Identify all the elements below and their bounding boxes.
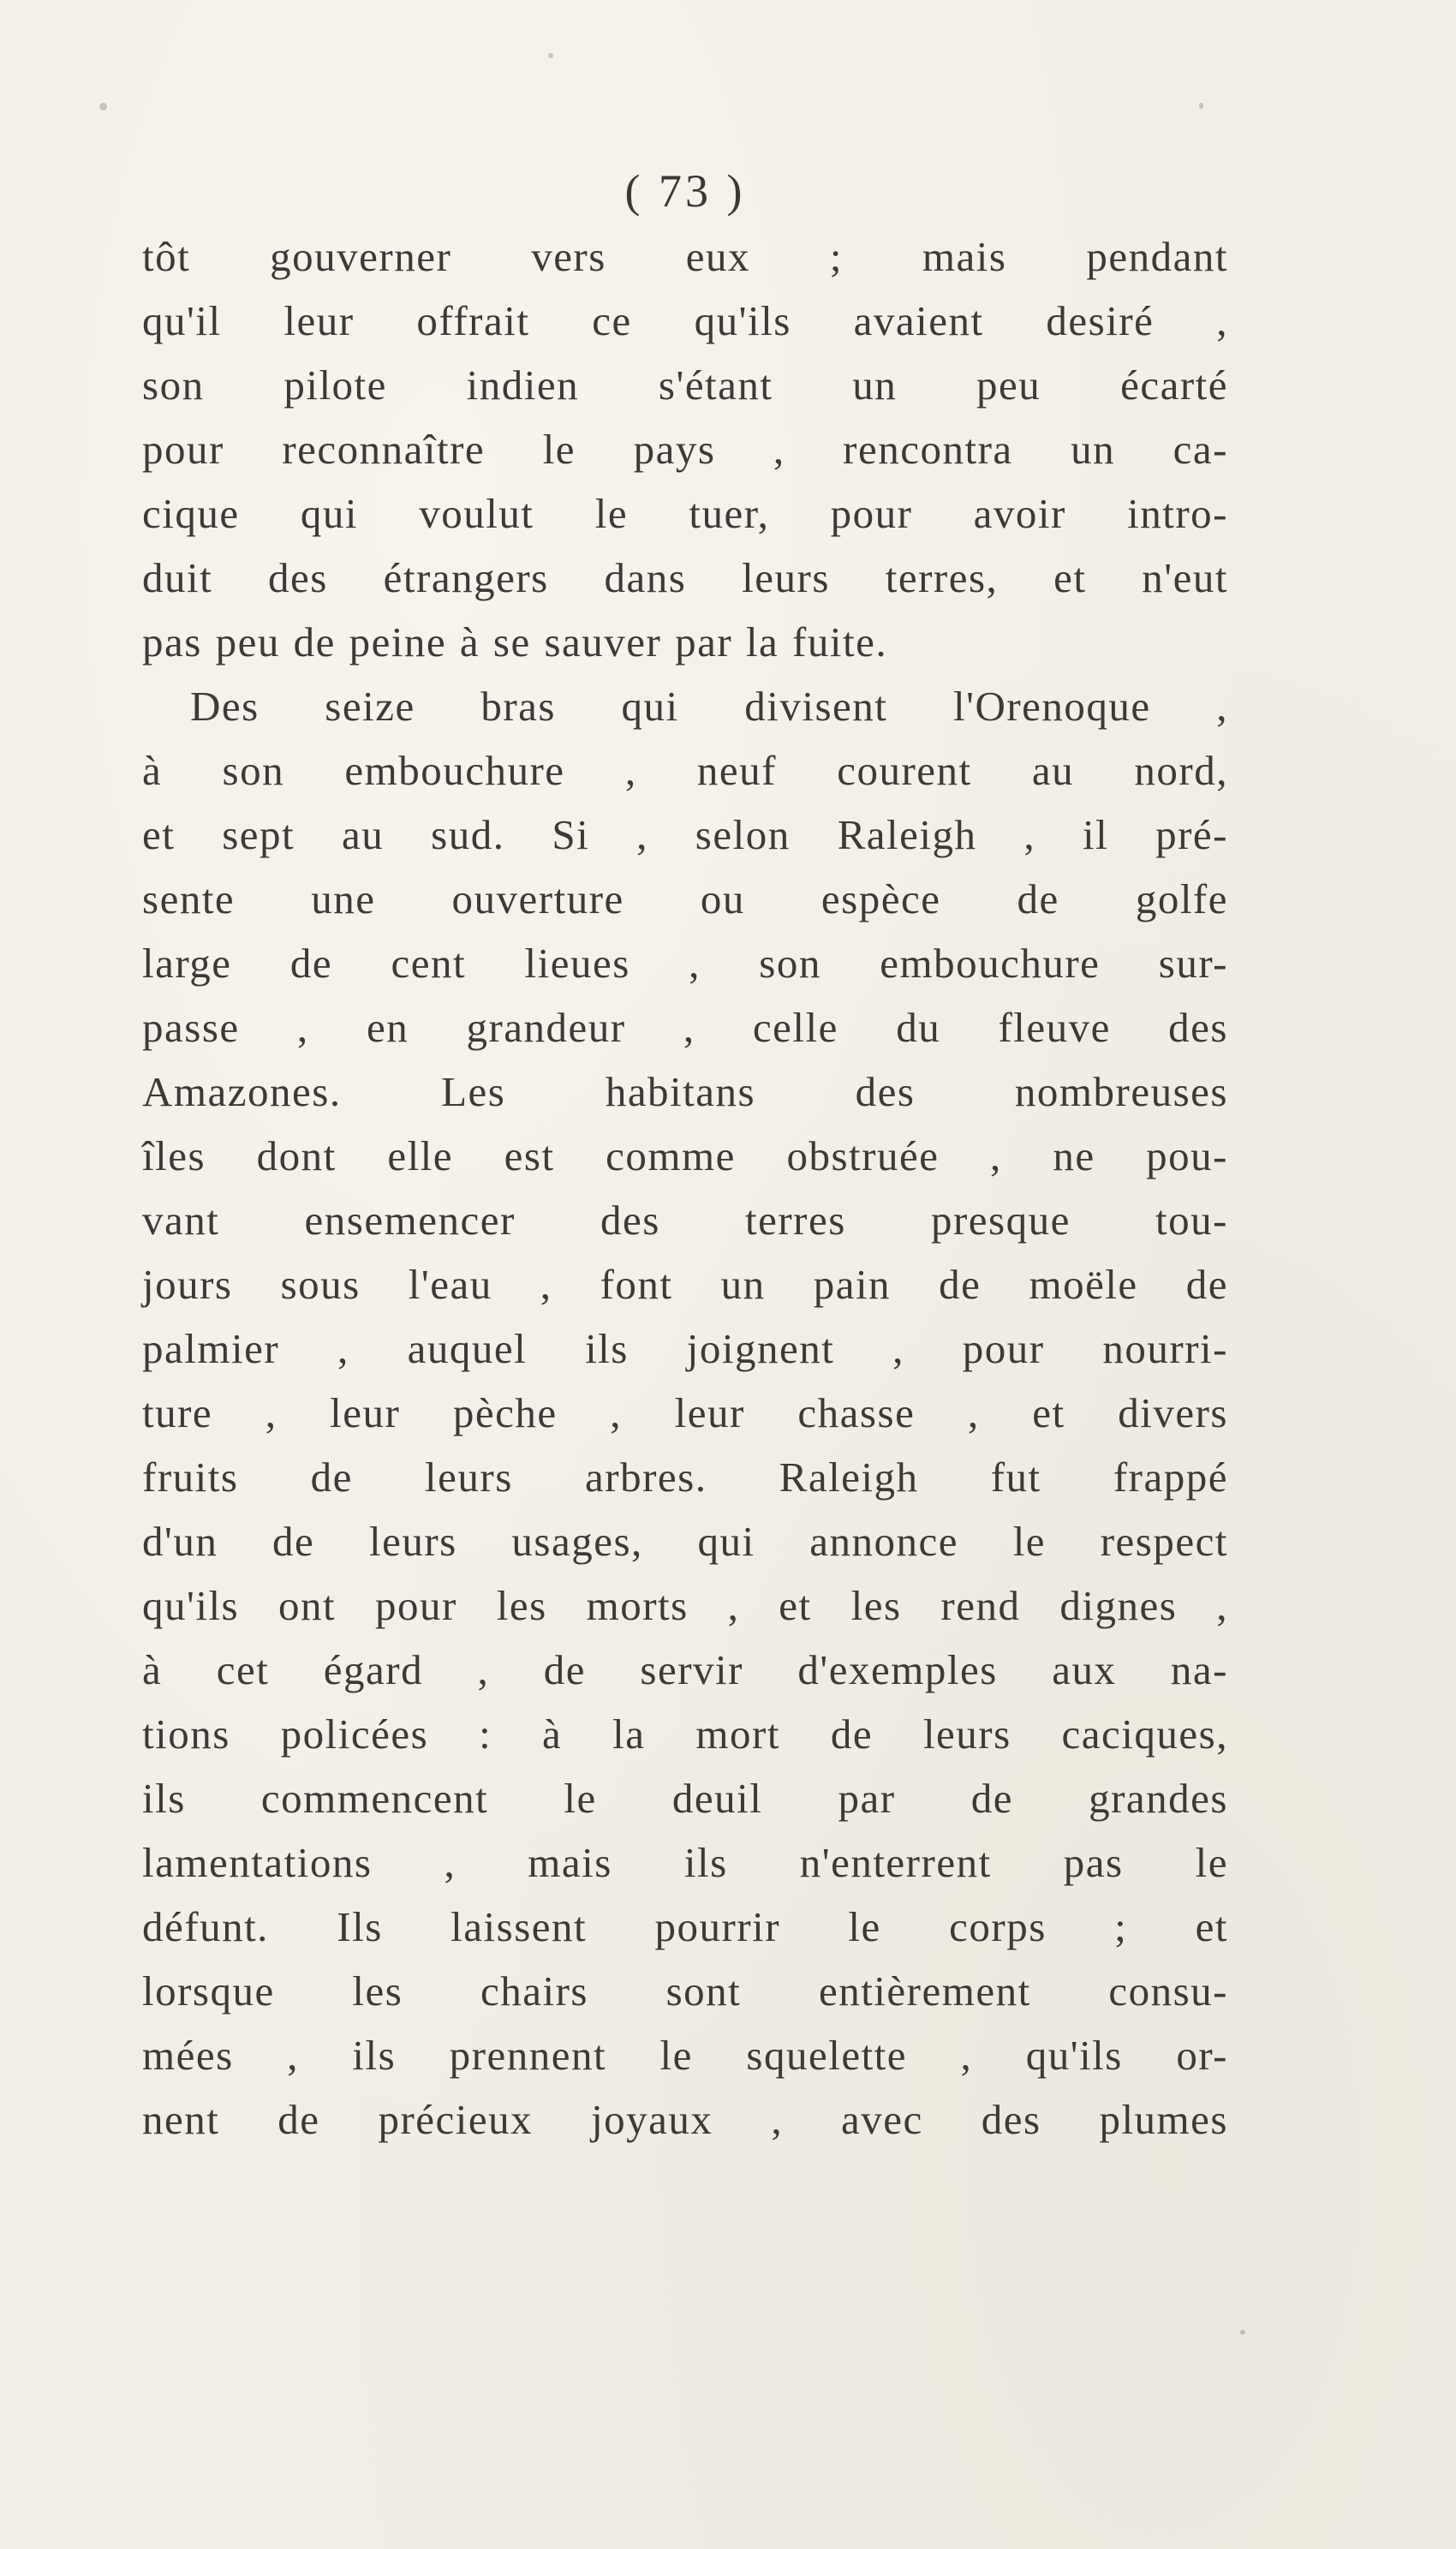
text-line: duit des étrangers dans leurs terres, et n'eut <box>142 554 1228 601</box>
text-line: îles dont elle est comme obstruée , ne pou- <box>142 1132 1228 1179</box>
text-line: ils commencent le deuil par de grandes <box>142 1775 1228 1822</box>
text-line: à cet égard , de servir d'exemples aux na- <box>142 1646 1228 1693</box>
text-line: cique qui voulut le tuer, pour avoir intro- <box>142 490 1228 537</box>
text-line: défunt. Ils laissent pourrir le corps ; et <box>142 1903 1228 1950</box>
text-line: tôt gouverner vers eux ; mais pendant <box>142 233 1228 280</box>
paper-speck <box>548 53 553 58</box>
text-line: qu'il leur offrait ce qu'ils avaient desiré , <box>142 297 1228 344</box>
paper-speck <box>99 103 107 110</box>
text-line: vant ensemencer des terres presque tou- <box>142 1197 1228 1244</box>
text-line: palmier , auquel ils joignent , pour nourri- <box>142 1325 1228 1372</box>
page-number: ( 73 ) <box>624 165 746 217</box>
text-line: d'un de leurs usages, qui annonce le respect <box>142 1518 1228 1565</box>
text-line: à son embouchure , neuf courent au nord, <box>142 747 1228 794</box>
text-line: passe , en grandeur , celle du fleuve des <box>142 1004 1228 1051</box>
text-line: Amazones. Les habitans des nombreuses <box>142 1068 1228 1115</box>
text-line: lamentations , mais ils n'enterrent pas le <box>142 1839 1228 1886</box>
text-line: nent de précieux joyaux , avec des plumes <box>142 2096 1228 2143</box>
paragraph-start-line: Des seize bras qui divisent l'Orenoque , <box>190 683 1228 730</box>
text-line: ture , leur pèche , leur chasse , et divers <box>142 1389 1228 1436</box>
text-line: lorsque les chairs sont entièrement consu- <box>142 1967 1228 2015</box>
text-line: pas peu de peine à se sauver par la fuite. <box>142 618 888 666</box>
text-line: fruits de leurs arbres. Raleigh fut frappé <box>142 1454 1228 1501</box>
text-line: son pilote indien s'étant un peu écarté <box>142 361 1228 409</box>
text-line: large de cent lieues , son embouchure sur- <box>142 940 1228 987</box>
text-line: sente une ouverture ou espèce de golfe <box>142 875 1228 922</box>
paper-speck <box>1199 103 1203 109</box>
text-line: tions policées : à la mort de leurs caciques, <box>142 1710 1228 1758</box>
text-line: qu'ils ont pour les morts , et les rend dignes , <box>142 1582 1228 1629</box>
text-line: jours sous l'eau , font un pain de moële de <box>142 1261 1228 1308</box>
text-line: mées , ils prennent le squelette , qu'ils or- <box>142 2032 1228 2079</box>
paper-speck <box>1240 2330 1245 2335</box>
text-line: pour reconnaître le pays , rencontra un ca- <box>142 426 1228 473</box>
body-text <box>142 224 1228 2152</box>
text-line: et sept au sud. Si , selon Raleigh , il pré- <box>142 811 1228 858</box>
